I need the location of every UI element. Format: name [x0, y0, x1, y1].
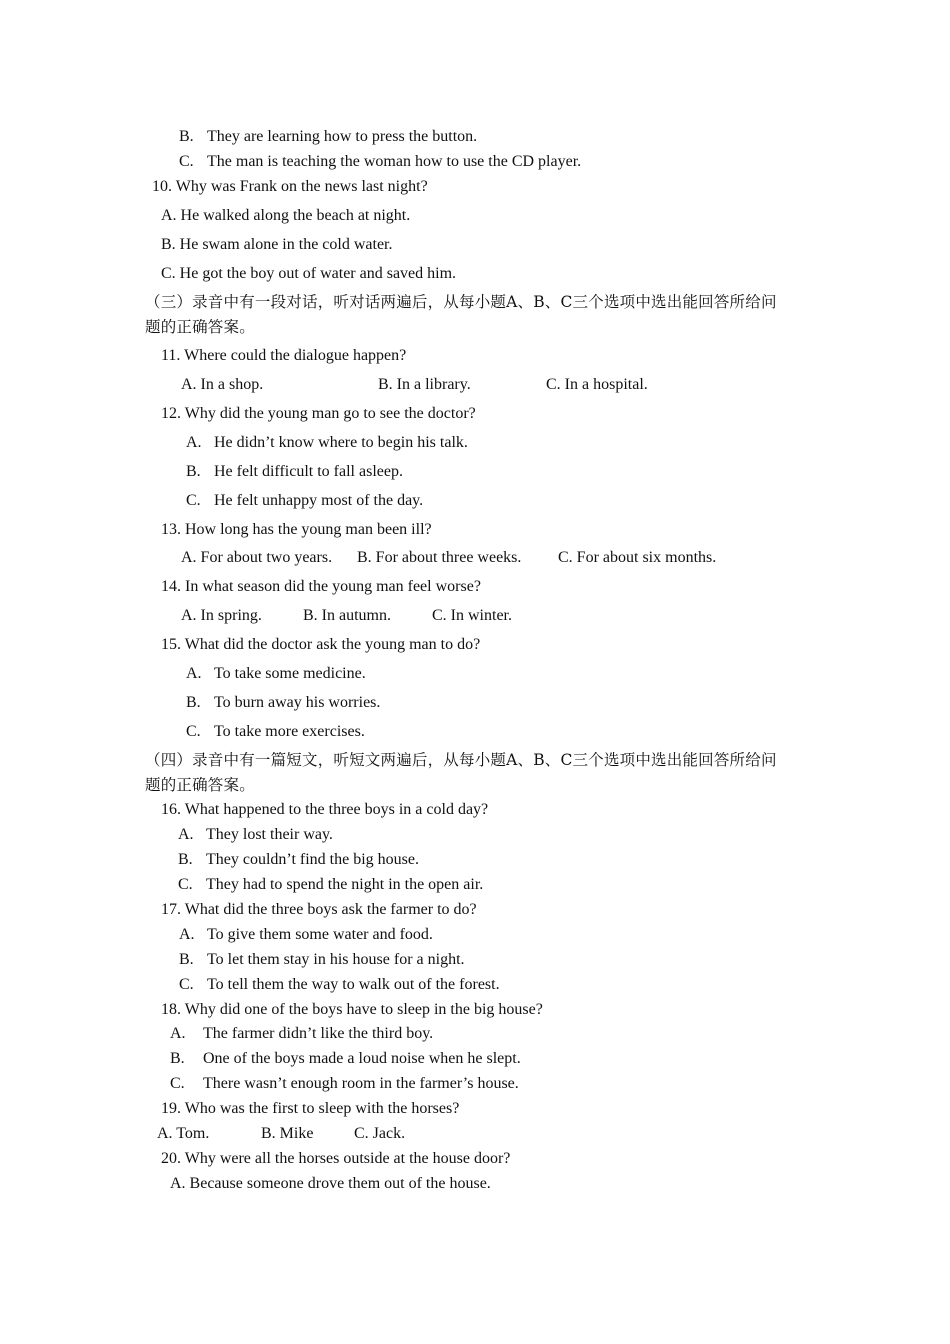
- q19-option-b: B. Mike: [261, 1125, 314, 1142]
- q18-option-a: [170, 1024, 433, 1044]
- q18-option-b: [170, 1049, 521, 1069]
- q14-option-c: C. In winter.: [432, 607, 512, 624]
- q13-option-a: A. For about two years.: [181, 549, 333, 566]
- q17-option-a: [179, 925, 433, 945]
- q18-option-c: [170, 1074, 519, 1094]
- option-text: To take more exercises.: [214, 723, 365, 740]
- option-text: He didn’t know where to begin his talk.: [214, 434, 468, 451]
- option-text: The farmer didn’t like the third boy.: [203, 1025, 434, 1042]
- option-text: They are learning how to press the button.: [207, 128, 478, 145]
- option-text: To tell them the way to walk out of the forest.: [207, 976, 500, 993]
- option-text: He felt unhappy most of the day.: [214, 492, 424, 509]
- question-12: 12. Why did the young man go to see the doctor?: [161, 405, 476, 422]
- q13-option-b: B. For about three weeks.: [357, 549, 522, 566]
- option-letter: B.: [179, 128, 194, 145]
- option-letter: A.: [179, 926, 195, 943]
- section-3-instruction-line1: （三）录音中有一段对话，听对话两遍后，从每小题A、B、C三个选项中选出能回答所给问: [145, 293, 777, 311]
- option-letter: C.: [186, 723, 201, 740]
- option-letter: C.: [170, 1075, 185, 1092]
- section-3-instruction-line2: 题的正确答案。: [145, 318, 255, 336]
- q16-option-a: [178, 825, 333, 845]
- q12-option-a: [186, 433, 468, 453]
- question-11: 11. Where could the dialogue happen?: [161, 347, 407, 364]
- q20-option-a: A. Because someone drove them out of the house.: [170, 1175, 491, 1192]
- question-15: 15. What did the doctor ask the young man to do?: [161, 636, 481, 653]
- question-14: 14. In what season did the young man feel worse?: [161, 578, 481, 595]
- question-13: 13. How long has the young man been ill?: [161, 521, 432, 538]
- option-letter: C.: [178, 876, 193, 893]
- q11-option-b: B. In a library.: [378, 376, 471, 393]
- question-19: 19. Who was the first to sleep with the horses?: [161, 1100, 460, 1117]
- option-text: They had to spend the night in the open air.: [206, 876, 484, 893]
- option-text: To give them some water and food.: [207, 926, 433, 943]
- option-text: They couldn’t find the big house.: [206, 851, 419, 868]
- q19-option-a: A. Tom.: [157, 1125, 210, 1142]
- question-20: 20. Why were all the horses outside at the house door?: [161, 1150, 511, 1167]
- option-letter: A.: [186, 665, 202, 682]
- question-10: 10. Why was Frank on the news last night?: [152, 178, 428, 195]
- q17-option-b: [179, 950, 465, 970]
- option-letter: A.: [178, 826, 194, 843]
- option-b: [179, 127, 477, 147]
- option-text: He felt difficult to fall asleep.: [214, 463, 403, 480]
- q16-option-c: [178, 875, 483, 895]
- option-letter: A.: [186, 434, 202, 451]
- q17-option-c: [179, 975, 500, 995]
- option-text: To take some medicine.: [214, 665, 366, 682]
- q14-option-b: B. In autumn.: [303, 607, 391, 624]
- option-letter: C.: [186, 492, 201, 509]
- q11-option-c: C. In a hospital.: [546, 376, 648, 393]
- option-text: One of the boys made a loud noise when he slept.: [203, 1050, 521, 1067]
- option-text: There wasn’t enough room in the farmer’s house.: [203, 1075, 519, 1092]
- option-c: [179, 152, 581, 172]
- option-letter: C.: [179, 976, 194, 993]
- q15-option-a: [186, 664, 366, 684]
- option-letter: B.: [186, 463, 201, 480]
- q10-option-b: B. He swam alone in the cold water.: [161, 236, 393, 253]
- option-text: They lost their way.: [206, 826, 333, 843]
- q11-option-a: A. In a shop.: [181, 376, 264, 393]
- q10-option-c: C. He got the boy out of water and saved him.: [161, 265, 457, 282]
- q15-option-b: [186, 693, 380, 713]
- option-text: To let them stay in his house for a night.: [207, 951, 465, 968]
- q12-option-b: [186, 462, 403, 482]
- option-text: To burn away his worries.: [214, 694, 381, 711]
- question-17: 17. What did the three boys ask the farmer to do?: [161, 901, 477, 918]
- option-letter: B.: [178, 851, 193, 868]
- q12-option-c: [186, 491, 423, 511]
- option-letter: B.: [186, 694, 201, 711]
- q15-option-c: [186, 722, 365, 742]
- option-letter: C.: [179, 153, 194, 170]
- option-text: The man is teaching the woman how to use the CD player.: [207, 153, 582, 170]
- section-4-instruction-line2: 题的正确答案。: [145, 776, 255, 794]
- option-letter: A.: [170, 1025, 186, 1042]
- question-16: 16. What happened to the three boys in a cold day?: [161, 801, 489, 818]
- q14-option-a: A. In spring.: [181, 607, 262, 624]
- section-4-instruction-line1: （四）录音中有一篇短文，听短文两遍后，从每小题A、B、C三个选项中选出能回答所给问: [145, 751, 777, 769]
- option-letter: B.: [170, 1050, 185, 1067]
- option-letter: B.: [179, 951, 194, 968]
- q10-option-a: A. He walked along the beach at night.: [161, 207, 411, 224]
- q19-option-c: C. Jack.: [354, 1125, 406, 1142]
- q16-option-b: [178, 850, 419, 870]
- question-18: 18. Why did one of the boys have to sleep in the big house?: [161, 1001, 543, 1018]
- q13-option-c: C. For about six months.: [558, 549, 717, 566]
